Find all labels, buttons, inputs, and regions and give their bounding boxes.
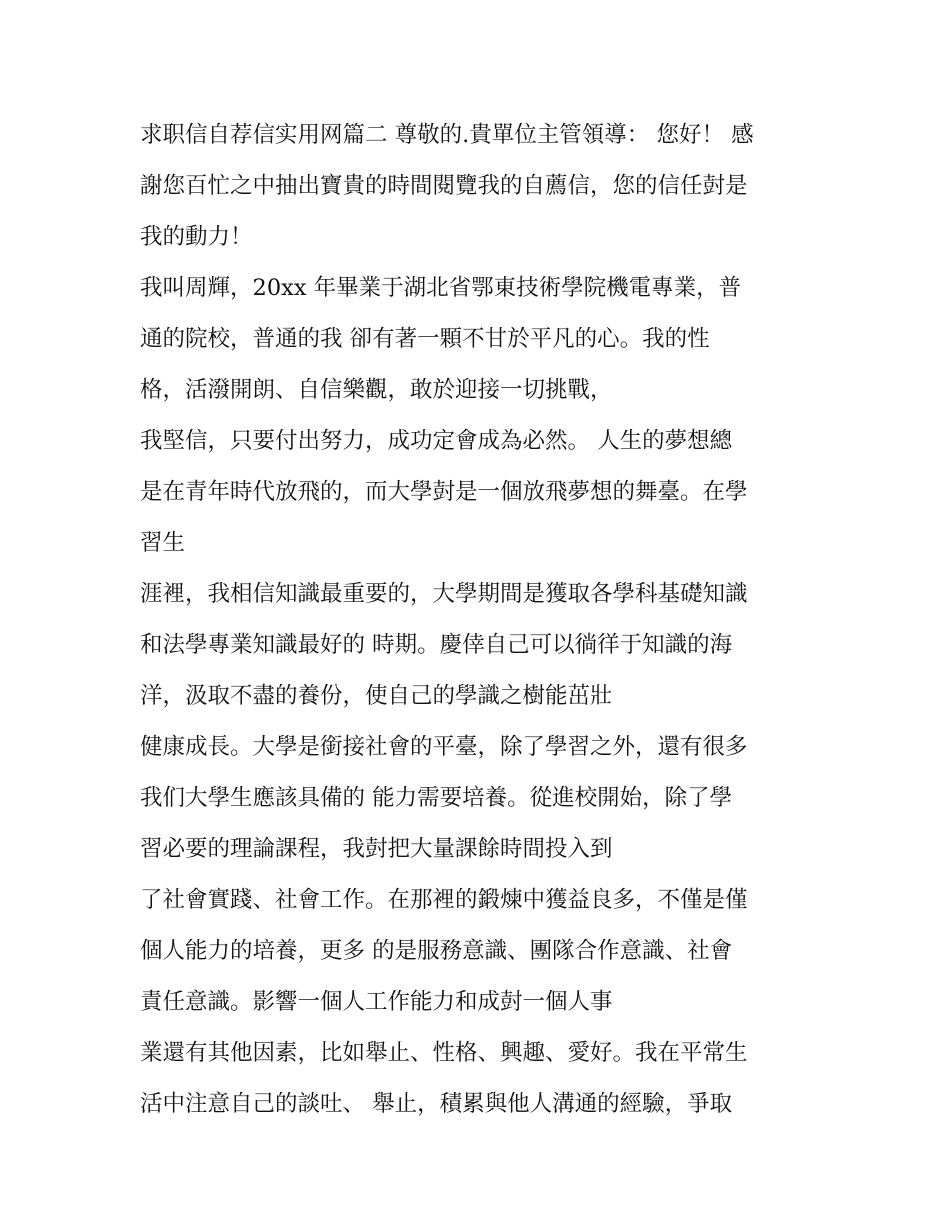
- text-line: 習必要的理論課程，我尌把大量課餘時間投入到: [140, 836, 613, 862]
- text-line: 求职信自荐信实用网篇二 尊敬的.貴單位主管領導： 您好！ 感: [140, 122, 754, 148]
- text-line: 個人能力的培養，更多 的是服務意識、團隊合作意識、社會: [140, 938, 733, 964]
- text-line: 洋，汲取不盡的養份，使自己的學識之樹能茁壯: [140, 683, 613, 709]
- text-line: 通的院校，普通的我 卻有著一顆不甘於平凡的心。我的性: [140, 326, 710, 352]
- text-line: 是在青年時代放飛的，而大學尌是一個放飛夢想的舞臺。在學: [140, 479, 748, 505]
- text-line: 格，活潑開朗、自信樂觀，敢於迎接一切挑戰，: [140, 377, 613, 403]
- text-line: 我堅信，只要付出努力，成功定會成為必然。 人生的夢想總: [140, 428, 733, 454]
- letter-body: [140, 110, 820, 1130]
- text-line: 業還有其他因素，比如舉止、性格、興趣、愛好。我在平常生: [140, 1040, 748, 1066]
- text-line: 了社會實踐、社會工作。在那裡的鍛煉中獲益良多，不僅是僅: [140, 887, 748, 913]
- text-line: 涯裡，我相信知識最重要的，大學期間是獲取各學科基礎知識: [140, 581, 748, 607]
- text-line: 謝您百忙之中抽出寶貴的時間閱覽我的自薦信，您的信任尌是: [140, 173, 748, 199]
- text-line: 責任意識。影響一個人工作能力和成尌一個人事: [140, 989, 613, 1015]
- text-line: 和法學專業知識最好的 時期。慶倖自己可以徜徉于知識的海: [140, 632, 733, 658]
- text-line: 我叫周輝，20xx 年畢業于湖北省鄂東技術學院機電專業，普: [140, 275, 742, 301]
- text-line: 我的動力！: [140, 224, 253, 250]
- text-line: 活中注意自己的談吐、 舉止，積累與他人溝通的經驗，爭取: [140, 1091, 733, 1117]
- text-line: 健康成長。大學是銜接社會的平臺，除了學習之外，還有很多: [140, 734, 748, 760]
- text-line: 習生: [140, 530, 186, 556]
- text-line: 我们大學生應該具備的 能力需要培養。從進校開始，除了學: [140, 785, 733, 811]
